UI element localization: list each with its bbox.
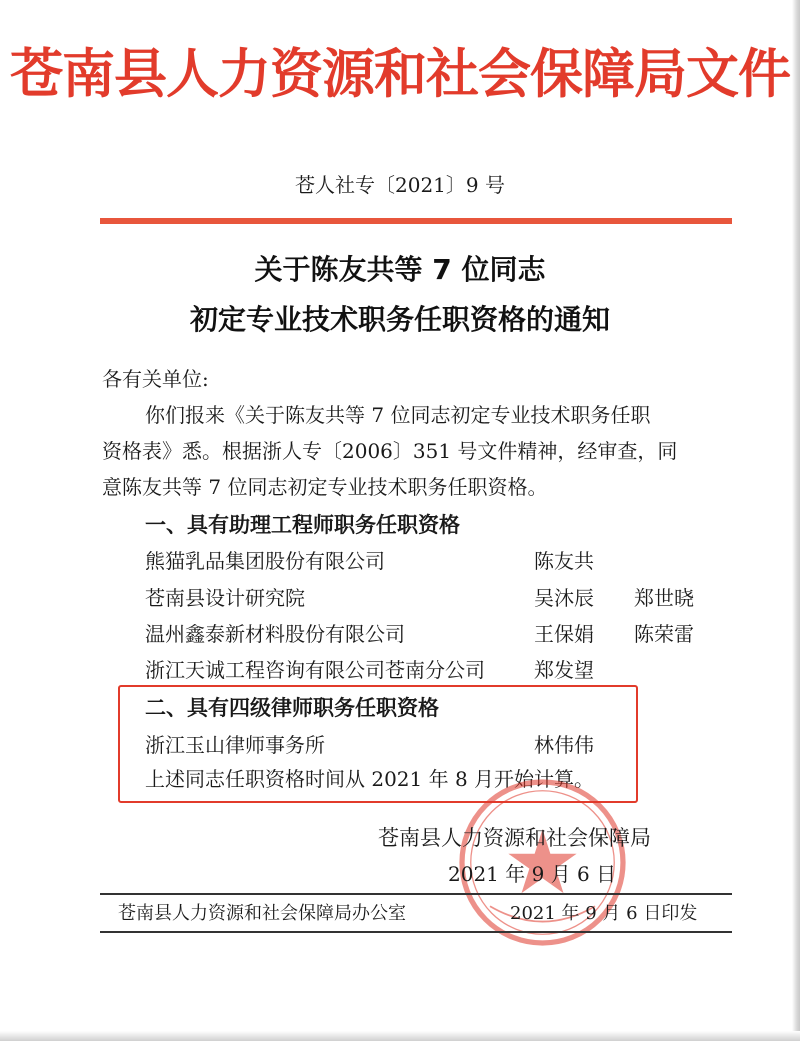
notice-title-line1: 关于陈友共等 7 位同志 — [254, 253, 546, 286]
section2-name: 林伟伟 — [534, 733, 594, 757]
paragraph-line: 意陈友共等 7 位同志初定专业技术职务任职资格。 — [102, 475, 548, 499]
list-item-name: 陈荣雷 — [634, 622, 694, 646]
footer-rule-top — [100, 893, 732, 895]
document-number: 苍人社专〔2021〕9 号 — [295, 173, 505, 197]
list-item-name: 王保娟 — [534, 622, 594, 646]
footer-office: 苍南县人力资源和社会保障局办公室 — [118, 903, 406, 924]
footer-print-date: 2021 年 9 月 6 日印发 — [510, 903, 698, 924]
list-item-org: 苍南县设计研究院 — [145, 586, 305, 610]
page-edge-shadow — [792, 0, 800, 1041]
paragraph-line: 你们报来《关于陈友共等 7 位同志初定专业技术职务任职 — [145, 403, 651, 427]
list-item-org: 浙江天诚工程咨询有限公司苍南分公司 — [145, 658, 485, 682]
section2-org: 浙江玉山律师事务所 — [145, 733, 325, 757]
list-item-name: 郑世晓 — [634, 586, 694, 610]
list-item-org: 熊猫乳品集团股份有限公司 — [145, 549, 385, 573]
header-red-rule — [100, 218, 732, 224]
list-item-name: 郑发望 — [534, 658, 594, 682]
list-item-name: 陈友共 — [534, 549, 594, 573]
list-item-name: 吴沐辰 — [534, 586, 594, 610]
signature-date: 2021 年 9 月 6 日 — [448, 862, 617, 886]
signature-issuer: 苍南县人力资源和社会保障局 — [378, 826, 651, 850]
document-header-title: 苍南县人力资源和社会保障局文件 — [10, 44, 790, 105]
notice-title-line2: 初定专业技术职务任职资格的通知 — [189, 303, 610, 336]
section2-heading: 二、具有四级律师职务任职资格 — [145, 696, 439, 720]
section2-note: 上述同志任职资格时间从 2021 年 8 月开始计算。 — [145, 767, 595, 791]
section1-heading: 一、具有助理工程师职务任职资格 — [145, 513, 460, 537]
list-item-org: 温州鑫泰新材料股份有限公司 — [145, 622, 405, 646]
salutation: 各有关单位: — [102, 367, 209, 391]
paragraph-line: 资格表》悉。根据浙人专〔2006〕351 号文件精神，经审查，同 — [102, 439, 678, 463]
footer-rule-bottom — [100, 931, 732, 933]
page-bottom-shadow — [0, 1031, 800, 1041]
